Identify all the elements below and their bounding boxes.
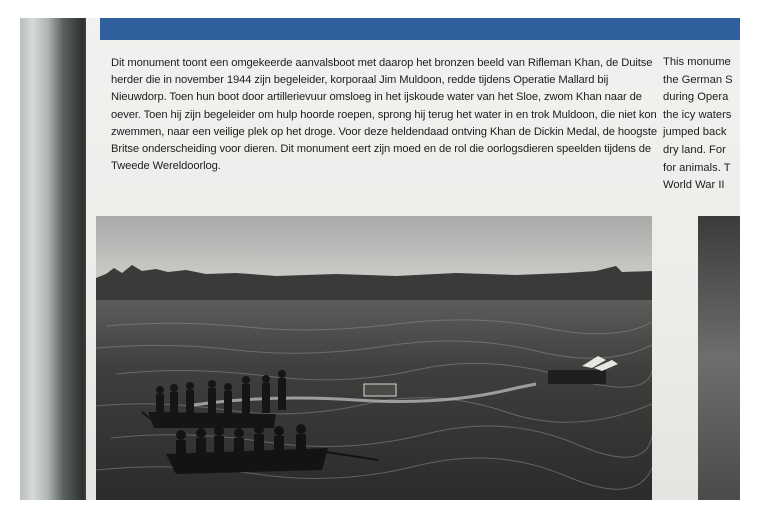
- photograph: [20, 18, 740, 500]
- wartime-photo: [96, 216, 652, 500]
- debris: [364, 384, 396, 396]
- english-text-line: for animals. T: [663, 161, 731, 174]
- floating-boat: [548, 370, 606, 384]
- english-text-block: [663, 54, 740, 195]
- english-text-line: jumped back: [663, 126, 727, 139]
- english-text-line: This monume: [663, 56, 731, 68]
- second-photo-edge: [698, 216, 740, 500]
- english-text-line: during Opera: [663, 91, 729, 104]
- english-text-line: the German S: [663, 73, 733, 86]
- header-band: [100, 18, 740, 40]
- dutch-text-block: Dit monument toont een omgekeerde aanvalsboot met daarop het bronzen beeld van Rifleman Khan, de Duitse herder die in november 1944 zijn begeleider, korporaal Jim Muldoon, redde tijdens Operatie Mallard bij Nieuwdorp. Toen hun boot door artillerievuur omsloeg in het ijskoude water van het Sloe, zwom Khan naar de oever. Toen hij zijn begeleider om hulp hoorde roepen, sprong hij terug het water in en trok Muldoon, die niet kon zwemmen, naar een veilige plek op het droge. Voor deze heldendaad ontving Khan de Dickin Medal, de hoogste Britse onderscheiding voor dieren. Dit monument eert zijn moed en de rol die oorlogsdieren speelden tijdens de Tweede Wereldoorlog.: [111, 57, 658, 173]
- english-text-line: the icy waters: [663, 108, 732, 121]
- english-text-line: dry land. For: [663, 143, 726, 156]
- english-text-line: World War II: [663, 179, 725, 192]
- metal-post: [20, 18, 82, 500]
